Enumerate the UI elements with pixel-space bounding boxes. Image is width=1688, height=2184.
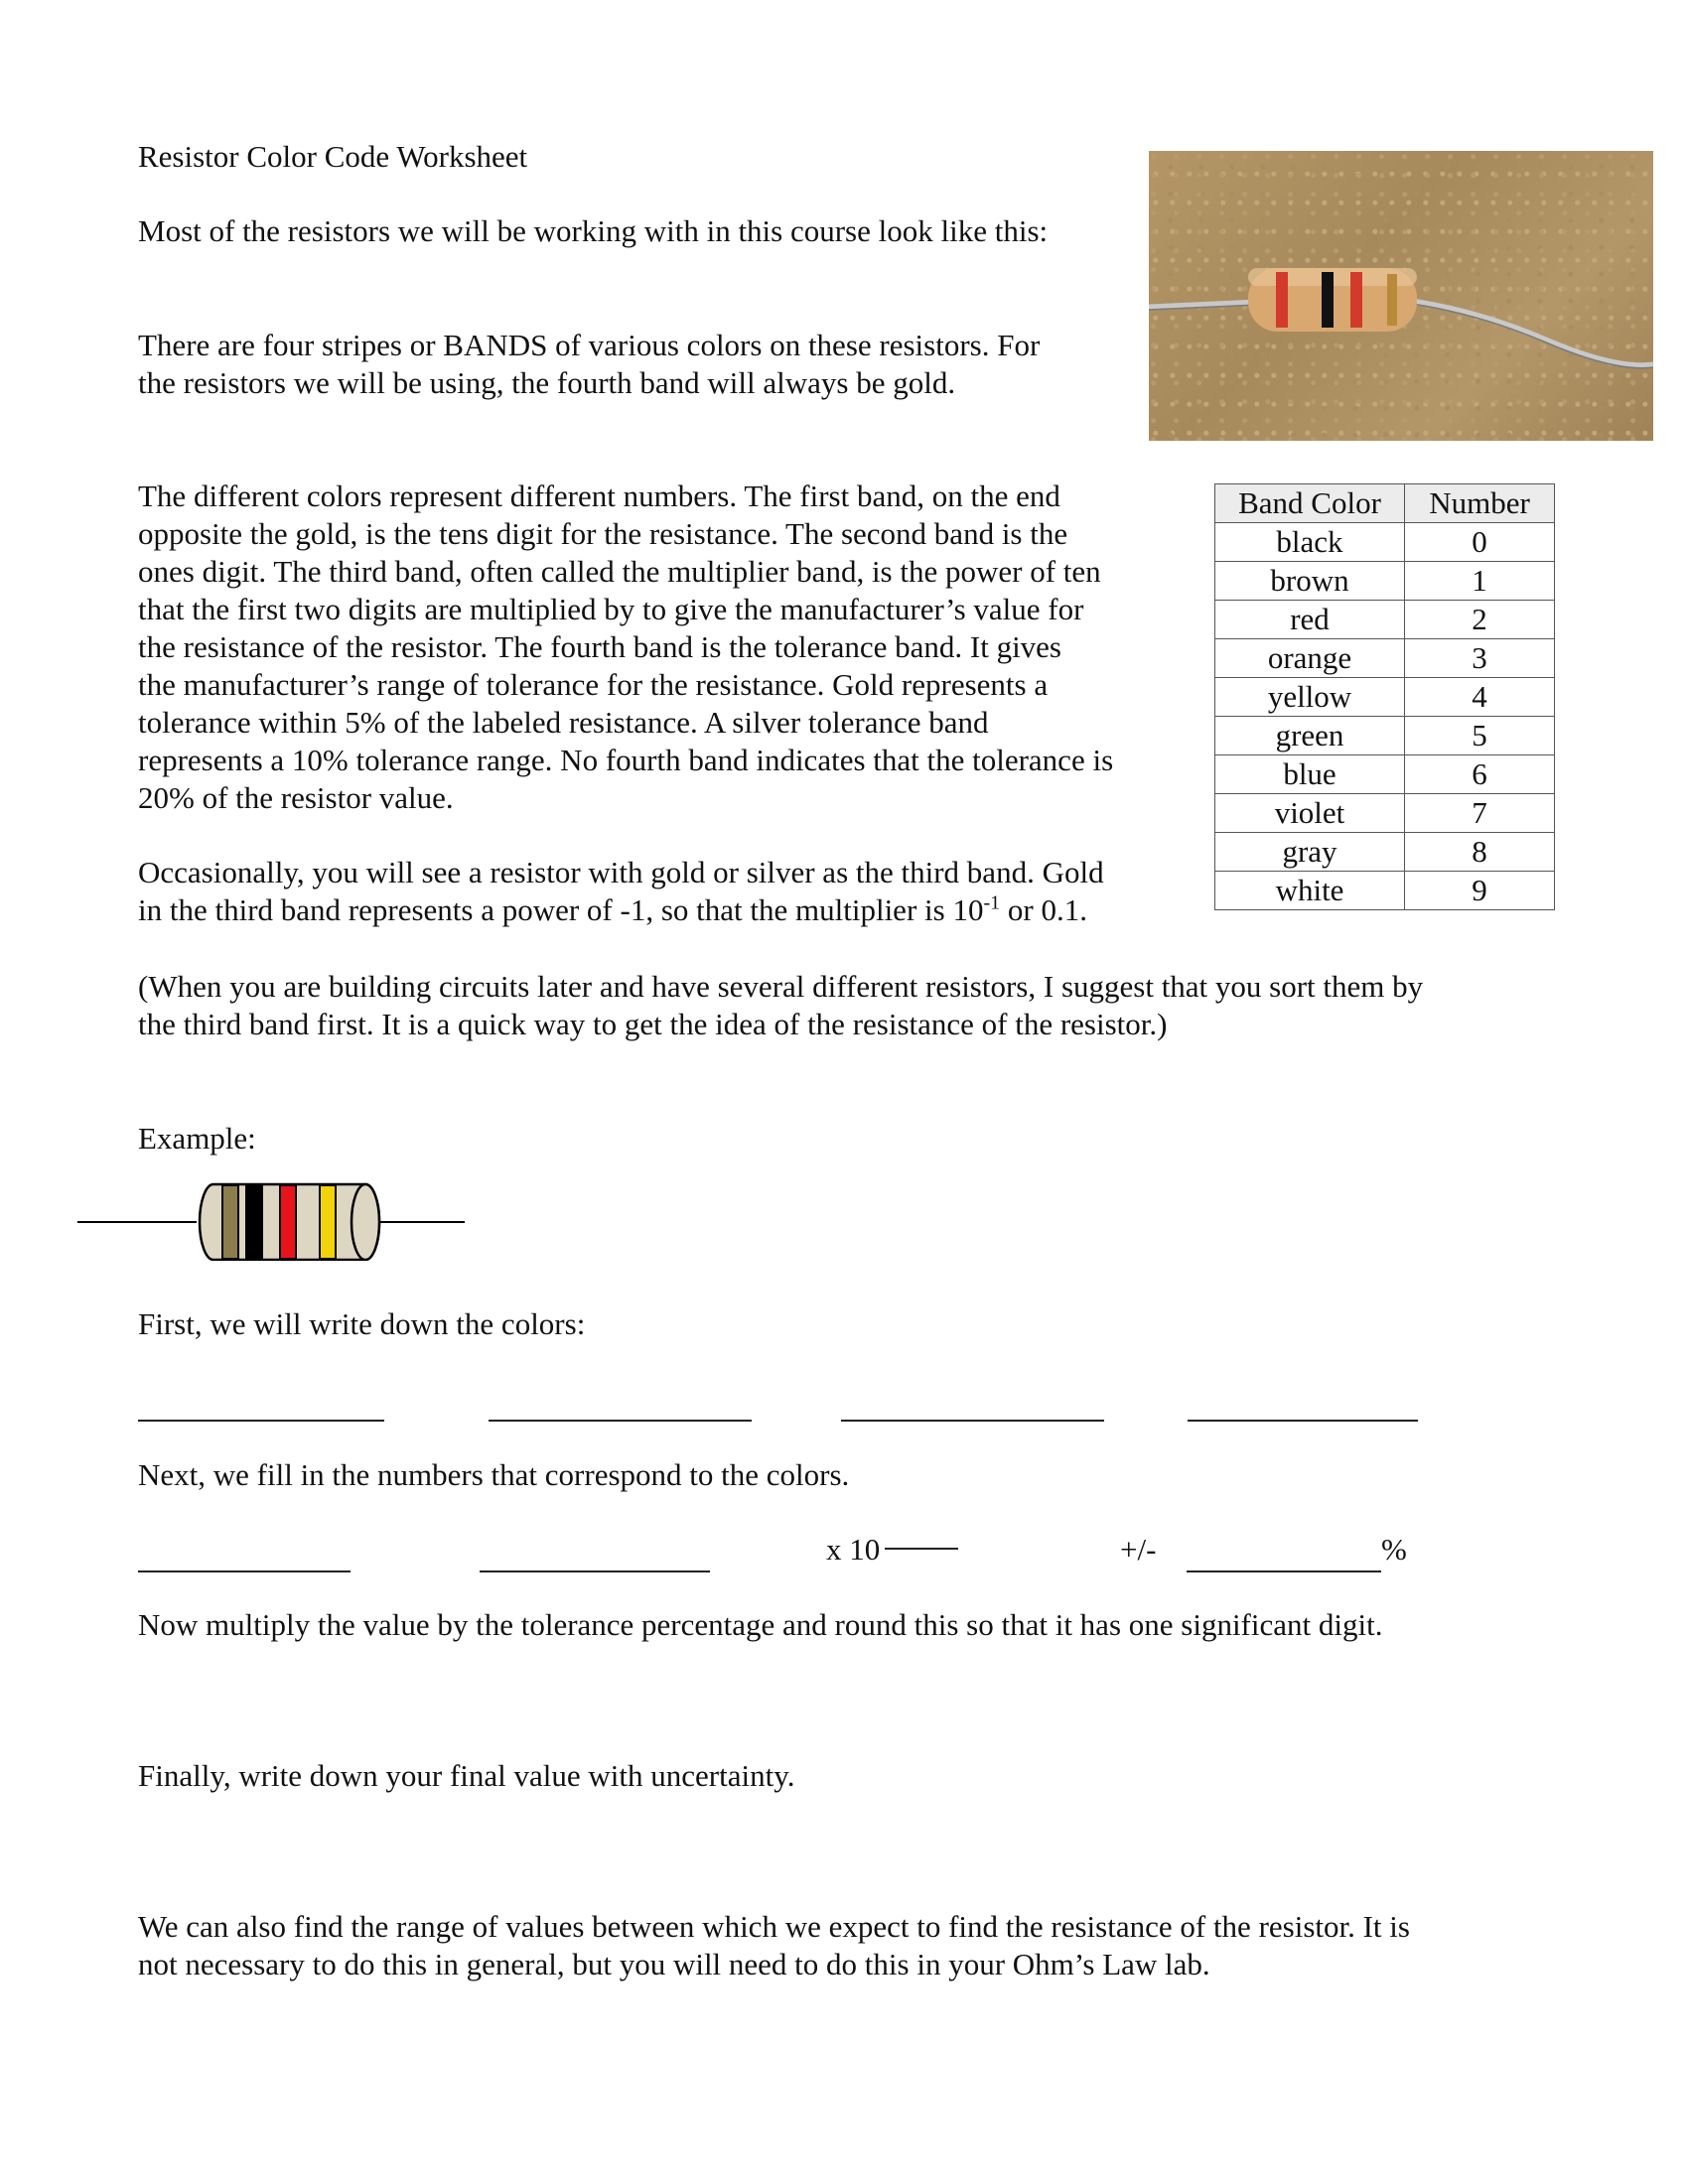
tolerance-prefix: +/-	[1120, 1532, 1157, 1567]
colors-paragraph-line: 20% of the resistor value.	[138, 780, 454, 815]
third-band-line-2-end: or 0.1.	[1000, 892, 1087, 927]
number-cell: 5	[1405, 717, 1555, 755]
sort-tip-paragraph	[138, 968, 1423, 1043]
third-band-line-1: Occasionally, you will see a resistor with gold or silver as the third band. Gold	[138, 855, 1104, 889]
number-cell: 6	[1405, 755, 1555, 794]
table-row	[1215, 678, 1555, 717]
tolerance-group	[1120, 1531, 1156, 1569]
exponent: -1	[983, 891, 1001, 914]
page-title: Resistor Color Code Worksheet	[138, 139, 528, 174]
table-row	[1215, 523, 1555, 562]
band-color-table	[1214, 483, 1555, 910]
colors-paragraph-line: the resistance of the resistor. The fourth band is the tolerance band. It gives	[138, 629, 1061, 664]
multiplier-exponent-blank[interactable]	[885, 1548, 958, 1550]
color-cell: black	[1215, 523, 1405, 562]
colors-paragraph-line: represents a 10% tolerance range. No fourth band indicates that the tolerance is	[138, 743, 1114, 777]
bands-paragraph-line: There are four stripes or BANDS of various colors on these resistors. For	[138, 328, 1041, 362]
first-digit-blank[interactable]	[138, 1541, 351, 1572]
table-row	[1215, 872, 1555, 910]
table-header-band-color: Band Color	[1215, 484, 1405, 523]
example-resistor-diagram	[77, 1181, 475, 1261]
tolerance-blank[interactable]	[1187, 1541, 1381, 1572]
colors-paragraph-line: tolerance within 5% of the labeled resistance. A silver tolerance band	[138, 705, 989, 740]
colors-paragraph-line: opposite the gold, is the tens digit for the resistance. The second band is the	[138, 516, 1068, 551]
step-final-value-text: Finally, write down your final value with uncertainty.	[138, 1758, 795, 1793]
color-cell: red	[1215, 601, 1405, 639]
percent-sign: %	[1381, 1532, 1407, 1567]
number-cell: 3	[1405, 639, 1555, 678]
number-cell: 4	[1405, 678, 1555, 717]
color-cell: orange	[1215, 639, 1405, 678]
band-2-color-blank[interactable]	[489, 1390, 752, 1422]
example-label: Example:	[138, 1121, 256, 1156]
color-cell: green	[1215, 717, 1405, 755]
table-row	[1215, 755, 1555, 794]
range-paragraph	[138, 1908, 1410, 1983]
table-row	[1215, 601, 1555, 639]
photo-band-2	[1322, 272, 1334, 328]
band-3-color-blank[interactable]	[841, 1390, 1104, 1422]
sort-tip-line: (When you are building circuits later and have several different resistors, I suggest that you sort them by	[138, 969, 1424, 1004]
color-cell: gray	[1215, 833, 1405, 872]
number-cell: 0	[1405, 523, 1555, 562]
bands-paragraph-line: the resistors we will be using, the fourth band will always be gold.	[138, 365, 956, 400]
number-cell: 7	[1405, 794, 1555, 833]
multiplier-label: x 10	[826, 1532, 881, 1567]
colors-paragraph	[138, 478, 1113, 817]
colors-paragraph-line: The different colors represent different numbers. The first band, on the end	[138, 478, 1060, 513]
color-cell: brown	[1215, 562, 1405, 601]
table-row	[1215, 833, 1555, 872]
example-band-4	[320, 1185, 336, 1259]
colors-paragraph-line: the manufacturer’s range of tolerance for the resistance. Gold represents a	[138, 667, 1049, 702]
colors-paragraph-line: that the first two digits are multiplied by to give the manufacturer’s value for	[138, 592, 1084, 626]
table-row	[1215, 639, 1555, 678]
photo-band-3	[1350, 272, 1362, 328]
resistor-photo-drawing	[1149, 151, 1653, 441]
photo-band-1	[1276, 272, 1288, 328]
table-header-number: Number	[1405, 484, 1555, 523]
colors-paragraph-line: ones digit. The third band, often called the multiplier band, is the power of ten	[138, 554, 1101, 589]
step-numbers-text: Next, we fill in the numbers that correspond to the colors.	[138, 1457, 850, 1492]
color-cell: violet	[1215, 794, 1405, 833]
table-row	[1215, 794, 1555, 833]
second-digit-blank[interactable]	[480, 1541, 710, 1572]
number-cell: 2	[1405, 601, 1555, 639]
sort-tip-line: the third band first. It is a quick way to get the idea of the resistance of the resistor.)	[138, 1007, 1168, 1041]
color-cell: blue	[1215, 755, 1405, 794]
table-row	[1215, 717, 1555, 755]
example-band-3	[280, 1185, 296, 1259]
table-header-row	[1215, 484, 1555, 523]
third-band-line-2-text: in the third band represents a power of -1, so that the multiplier is 10	[138, 892, 984, 927]
band-1-color-blank[interactable]	[138, 1390, 384, 1422]
number-cell: 1	[1405, 562, 1555, 601]
example-band-2	[246, 1185, 262, 1259]
color-cell: white	[1215, 872, 1405, 910]
step-colors-text: First, we will write down the colors:	[138, 1306, 586, 1341]
range-paragraph-line: We can also find the range of values between which we expect to find the resistance of the resistor. It is	[138, 1909, 1410, 1944]
number-cell: 9	[1405, 872, 1555, 910]
intro-text: Most of the resistors we will be working with in this course look like this:	[138, 213, 1049, 248]
third-band-line-2	[138, 891, 1104, 929]
color-cell: yellow	[1215, 678, 1405, 717]
step-multiply-text: Now multiply the value by the tolerance percentage and round this so that it has one significant digit.	[138, 1607, 1383, 1642]
bands-paragraph	[138, 327, 1040, 402]
example-band-1	[222, 1185, 238, 1259]
third-band-paragraph	[138, 854, 1104, 929]
photo-band-4	[1387, 274, 1397, 326]
range-paragraph-line: not necessary to do this in general, but you will need to do this in your Ohm’s Law lab.	[138, 1947, 1210, 1981]
multiplier-group	[826, 1531, 880, 1569]
table-row	[1215, 562, 1555, 601]
number-cell: 8	[1405, 833, 1555, 872]
band-4-color-blank[interactable]	[1188, 1390, 1418, 1422]
resistor-photo	[1149, 151, 1653, 441]
